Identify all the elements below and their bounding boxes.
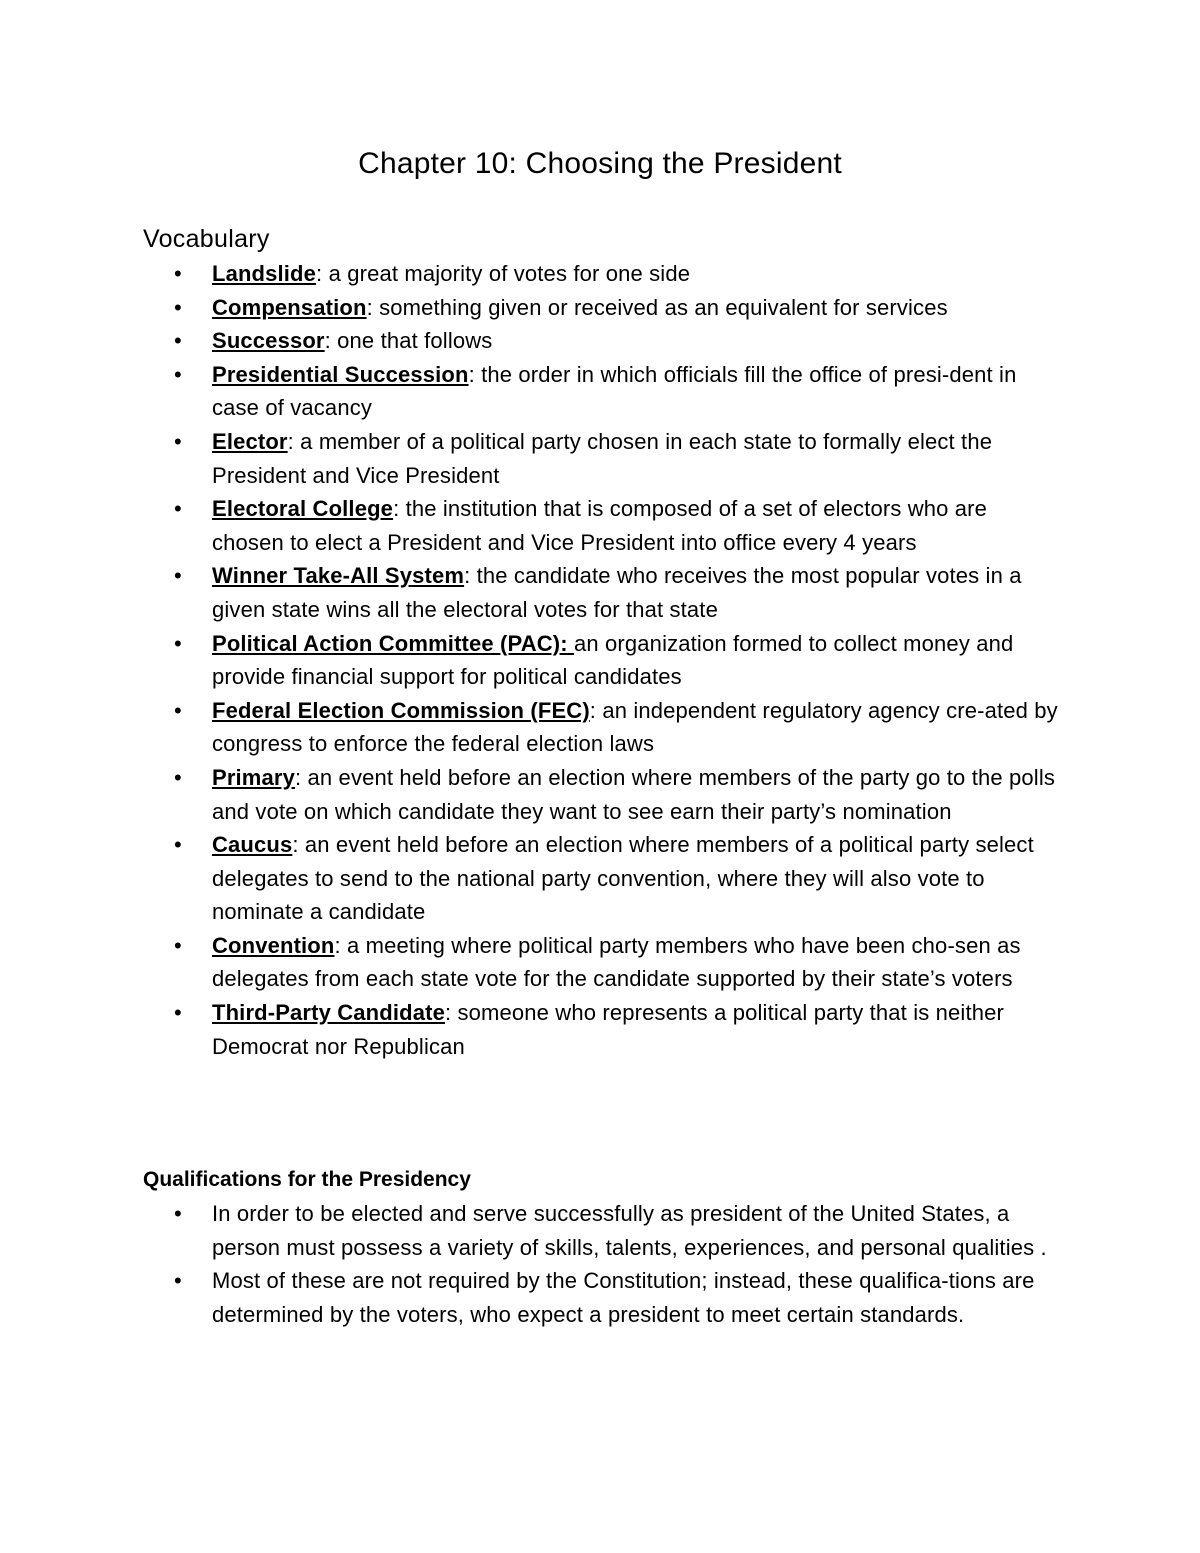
vocabulary-item xyxy=(0,996,1062,1063)
qualifications-list xyxy=(0,1197,1200,1331)
vocabulary-definition: : a member of a political party chosen in each state to formally elect the President and Vice President xyxy=(212,428,993,488)
vocabulary-term: Landslide xyxy=(212,261,317,286)
vocabulary-term: Third-Party Candidate xyxy=(212,1000,445,1026)
vocabulary-item xyxy=(0,257,1062,291)
qualifications-text: In order to be elected and serve successfully as president of the United States, a person must possess a variety of skills, talents, experiences, and personal qualities . xyxy=(212,1201,1047,1260)
vocabulary-item xyxy=(0,559,1062,626)
vocabulary-item xyxy=(0,694,1062,761)
bullet-icon: • xyxy=(174,697,182,723)
vocabulary-definition: : something given or received as an equivalent for services xyxy=(366,294,948,320)
vocabulary-definition: : a great majority of votes for one side xyxy=(316,261,691,286)
vocabulary-term: Caucus xyxy=(212,832,293,858)
qualifications-item xyxy=(0,1264,1062,1331)
vocabulary-term: Compensation xyxy=(212,294,367,320)
vocabulary-definition: an organization formed to collect money and provide financial support for political candidates xyxy=(212,630,1014,690)
vocabulary-term: Presidential Succession xyxy=(212,361,469,387)
vocabulary-definition: : the institution that is composed of a set of electors who are chosen to elect a President and Vice President into office every 4 years xyxy=(212,496,988,555)
vocabulary-item xyxy=(0,761,1062,828)
vocabulary-term: Successor xyxy=(212,328,325,354)
vocabulary-item xyxy=(0,828,1062,929)
vocabulary-item xyxy=(0,929,1062,996)
bullet-icon: • xyxy=(174,361,182,387)
bullet-icon: • xyxy=(174,563,182,589)
vocabulary-definition: : a meeting where political party members who have been cho-sen as delegates from each state vote for the candidate supported by their state’s voters xyxy=(212,932,1021,992)
vocabulary-term: Federal Election Commission (FEC) xyxy=(212,697,590,723)
vocabulary-item xyxy=(0,358,1062,425)
vocabulary-term: Elector xyxy=(212,428,288,454)
vocabulary-definition: : an event held before an election where members of the party go to the polls and vote on which candidate they want to see earn their party’s nomination xyxy=(212,764,1056,824)
bullet-icon: • xyxy=(174,1268,182,1294)
vocabulary-definition: : someone who represents a political party that is neither Democrat nor Republican xyxy=(212,1000,1004,1059)
vocabulary-definition: : the order in which officials fill the office of presi-dent in case of vacancy xyxy=(212,361,1017,421)
vocabulary-term: Primary xyxy=(212,764,295,790)
qualifications-heading: Qualifications for the Presidency xyxy=(143,1168,471,1191)
vocabulary-term: Political Action Committee (PAC): xyxy=(212,630,575,656)
vocabulary-item xyxy=(0,492,1062,559)
bullet-icon: • xyxy=(174,630,182,656)
page-title: Chapter 10: Choosing the President xyxy=(358,147,842,180)
bullet-icon: • xyxy=(174,1201,182,1226)
bullet-icon: • xyxy=(174,932,182,958)
qualifications-item xyxy=(0,1197,1062,1264)
vocabulary-item xyxy=(0,324,1062,358)
vocabulary-definition: : one that follows xyxy=(324,328,493,354)
bullet-icon: • xyxy=(174,1000,182,1026)
bullet-icon: • xyxy=(174,261,182,286)
bullet-icon: • xyxy=(174,328,182,354)
vocabulary-definition: : an independent regulatory agency cre-ated by congress to enforce the federal election laws xyxy=(212,697,1058,757)
vocabulary-term: Electoral College xyxy=(212,496,394,522)
vocabulary-item xyxy=(0,627,1062,694)
bullet-icon: • xyxy=(174,496,182,522)
vocabulary-term: Winner Take-All System xyxy=(212,563,465,589)
bullet-icon: • xyxy=(174,764,182,790)
vocabulary-definition: : the candidate who receives the most popular votes in a given state wins all the electoral votes for that state xyxy=(212,563,1022,622)
vocabulary-list xyxy=(0,257,1200,1063)
qualifications-text: Most of these are not required by the Constitution; instead, these qualifica-tions are determined by the voters, who expect a president to meet certain standards. xyxy=(212,1268,1035,1327)
vocabulary-heading: Vocabulary xyxy=(143,225,270,253)
vocabulary-item xyxy=(0,425,1062,492)
vocabulary-definition: : an event held before an election where members of a political party select delegates to send to the national party convention, where they will also vote to nominate a candidate xyxy=(212,832,1034,925)
bullet-icon: • xyxy=(174,428,182,454)
vocabulary-term: Convention xyxy=(212,932,335,958)
vocabulary-item xyxy=(0,291,1062,325)
bullet-icon: • xyxy=(174,294,182,320)
bullet-icon: • xyxy=(174,832,182,858)
